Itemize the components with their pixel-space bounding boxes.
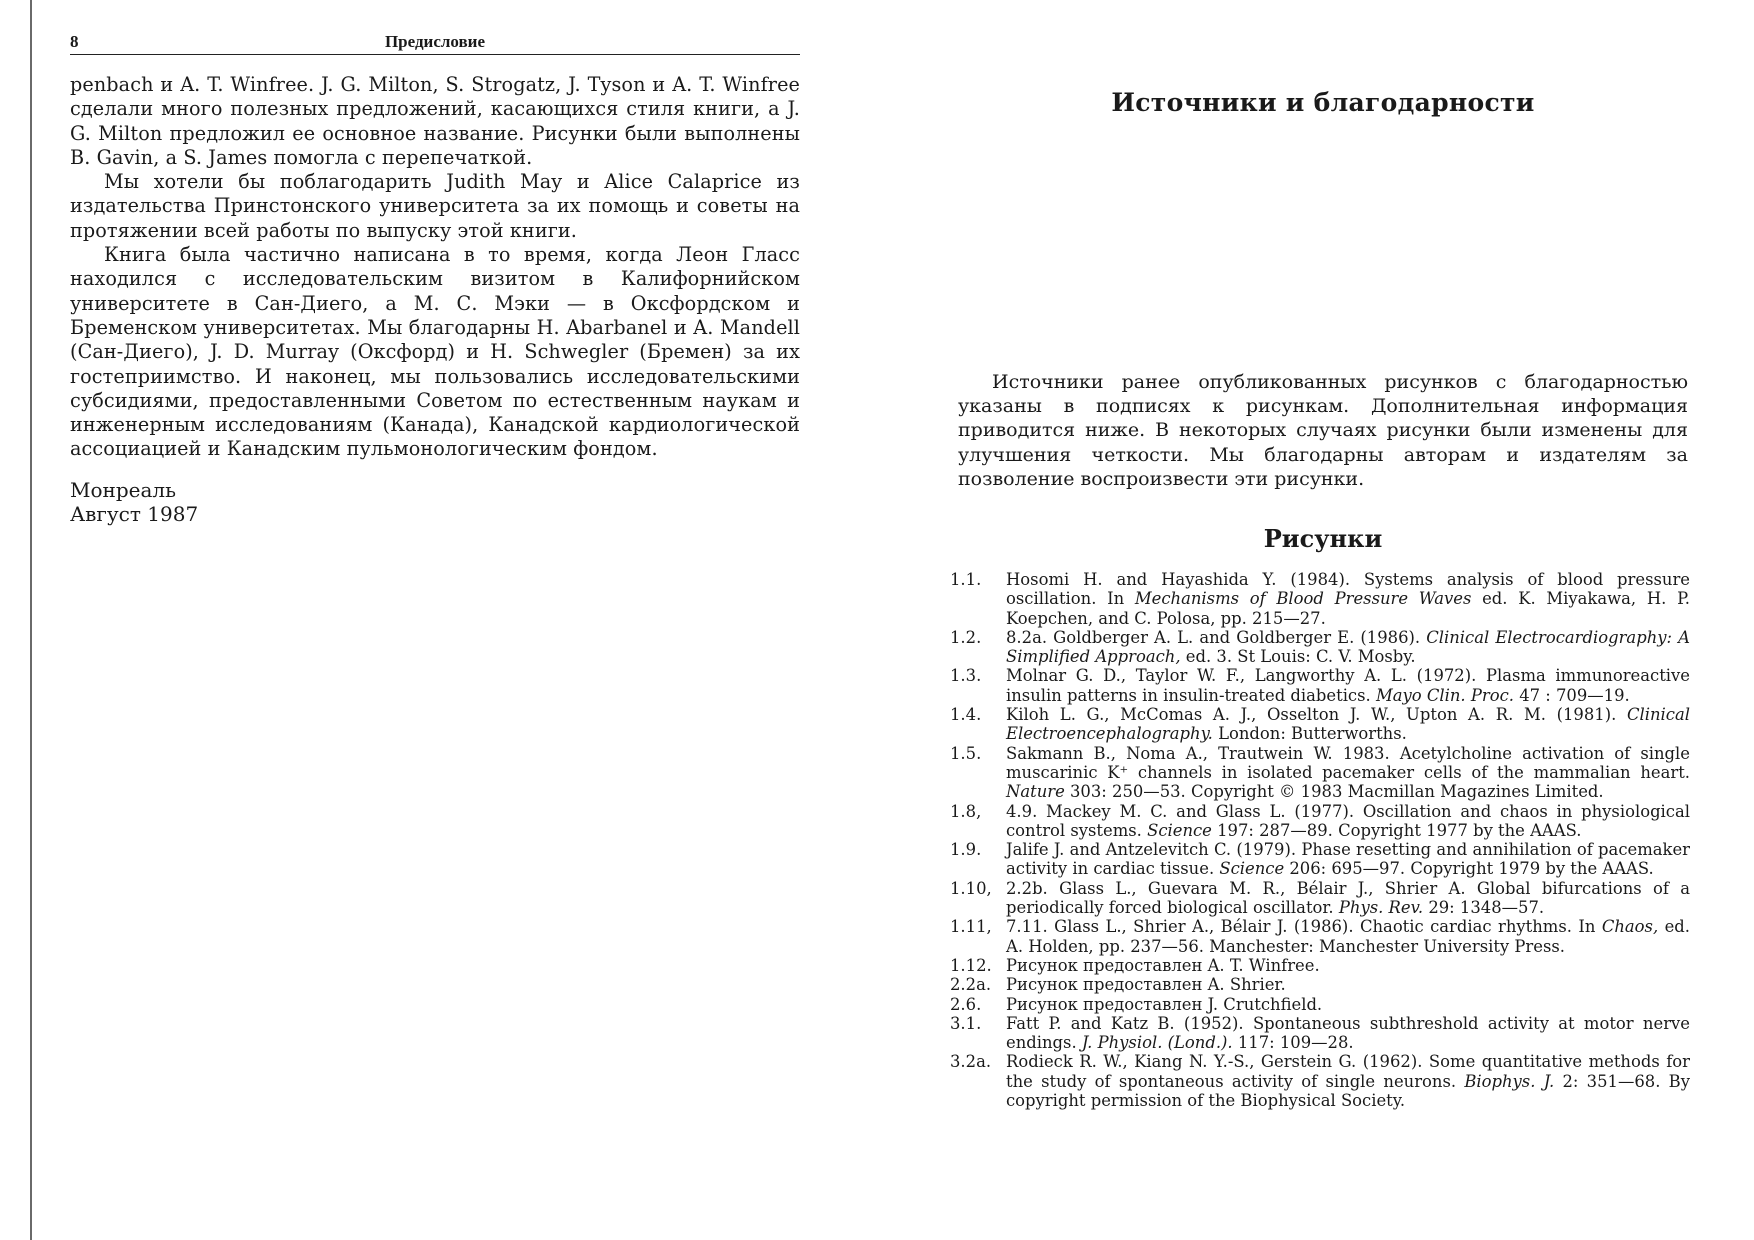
running-head: [70, 32, 800, 55]
reference-text: [1006, 840, 1690, 879]
reference-text-part: Hosomi H. and Hayashida Y. (1984). Systems analysis of blood pressure oscillation. In: [1006, 570, 1690, 609]
reference-number: 1.10,: [950, 878, 992, 898]
preface-body: [70, 73, 800, 462]
reference-source-italic: Nature: [1006, 782, 1065, 802]
reference-number: 3.2a.: [950, 1052, 992, 1072]
page-number: 8: [70, 32, 79, 51]
reference-text-part: 47 : 709—19.: [1513, 685, 1630, 705]
reference-text: [1006, 570, 1690, 628]
reference-source-italic: Science: [1219, 859, 1285, 879]
reference-text: [1006, 879, 1690, 918]
reference-text: [1006, 956, 1690, 975]
reference-number: 1.12.: [950, 955, 992, 975]
reference-number: 2.6.: [950, 994, 982, 1014]
reference-source-italic: Science: [1147, 820, 1212, 840]
reference-number: 1.9.: [950, 840, 982, 860]
reference-item: [950, 975, 1690, 994]
reference-text-part: 197: 287—89. Copyright 1977 by the AAAS.: [1211, 820, 1582, 840]
reference-text-part: ed. A. Holden, pp. 237—56. Manchester: Manchester University Press.: [1006, 917, 1690, 956]
reference-text-part: Рисунок предоставлен A. T. Winfree.: [1006, 955, 1320, 975]
reference-number: 1.11,: [950, 917, 992, 937]
reference-source-italic: Biophys. J.: [1464, 1071, 1555, 1091]
reference-source-italic: J. Physiol. (Lond.).: [1081, 1033, 1233, 1053]
reference-number: 1.5.: [950, 743, 982, 763]
reference-text: [1006, 995, 1690, 1014]
reference-text: [1006, 1052, 1690, 1110]
figures-heading: Рисунки: [1263, 524, 1383, 553]
signoff: [70, 478, 800, 526]
reference-item: [950, 666, 1690, 705]
reference-item: [950, 840, 1690, 879]
reference-number: 1.2.: [950, 627, 982, 647]
reference-item: [950, 570, 1690, 628]
reference-text-part: Рисунок предоставлен J. Crutchfield.: [1006, 994, 1323, 1014]
reference-item: [950, 956, 1690, 975]
reference-list: [950, 570, 1690, 1110]
paragraph: Мы хотели бы поблагодарить Judith May и Alice Calaprice из издательства Принстонского университета за их помощь и советы на протяжении всей работы по выпуску этой книги.: [70, 170, 800, 242]
reference-text-part: 2: 351—68. By copyright permission of the Biophysical Society.: [1006, 1071, 1690, 1111]
right-page: [950, 0, 1690, 1240]
reference-text-part: 2.2b. Glass L., Guevara M. R., Bélair J., Shrier A. Global bifurcations of a periodically forced biological oscillator.: [1006, 878, 1690, 918]
reference-text-part: 29: 1348—57.: [1423, 898, 1545, 918]
signoff-date: Август 1987: [70, 501, 199, 526]
reference-text-part: Fatt P. and Katz B. (1952). Spontaneous subthreshold activity at motor nerve endings.: [1006, 1013, 1690, 1053]
reference-number: 1.8,: [950, 801, 982, 821]
reference-text: [1006, 705, 1690, 744]
intro-paragraph: Источники ранее опубликованных рисунков с благодарностью указаны в подписях к рисункам. Дополнительная информация приводится ниже. В некоторых случаях рисунки были изменены для улучшения четкости. Мы благодарны авторам и издателям за позволение воспроизвести эти рисунки.: [958, 371, 1688, 490]
reference-text-part: ed. K. Miyakawa, H. P. Koepchen, and C. Polosa, pp. 215—27.: [1006, 589, 1690, 628]
reference-number: 3.1.: [950, 1013, 982, 1033]
paragraph: Книга была частично написана в то время, когда Леон Гласс находился с исследовательским визитом в Калифорнийском университете в Сан-Диего, а М. С. Мэки — в Оксфордском и Бременском университетах. Мы благодарны H. Abarbanel и A. Mandell (Сан-Диего), J. D. Murray (Оксфорд) и H. Schwegler (Бремен) за их гостеприимство. И наконец, мы пользовались исследовательскими субсидиями, предоставленными Советом по естественным наукам и инженерным исследованиям (Канада), Канадской кардиологической ассоциацией и Канадским пульмонологическим фондом.: [70, 243, 800, 461]
reference-item: [950, 995, 1690, 1014]
signoff-place: Монреаль: [70, 477, 177, 502]
reference-text-part: Kiloh L. G., McComas A. J., Osselton J. W., Upton A. R. M. (1981).: [1006, 705, 1627, 725]
reference-number: 1.3.: [950, 666, 982, 686]
reference-item: [950, 1052, 1690, 1110]
reference-number: 1.1.: [950, 570, 982, 589]
reference-text: [1006, 917, 1690, 956]
running-head-title: Предисловие: [384, 32, 486, 51]
reference-source-italic: Clinical Electrocardiography: A Simplified Approach,: [1006, 627, 1690, 667]
reference-text-part: Jalife J. and Antzelevitch C. (1979). Phase resetting and annihilation of pacemaker activity in cardiac tissue.: [1006, 840, 1690, 879]
reference-text-part: 206: 695—97. Copyright 1979 by the AAAS.: [1284, 859, 1654, 879]
paragraph: penbach и A. T. Winfree. J. G. Milton, S. Strogatz, J. Tyson и A. T. Winfree сделали много полезных предложений, касающихся стиля книги, а J. G. Milton предложил ее основное название. Рисунки были выполнены B. Gavin, а S. James помогла с перепечаткой.: [70, 73, 800, 169]
reference-text: [1006, 802, 1690, 841]
reference-text-part: 4.9. Mackey M. C. and Glass L. (1977). Oscillation and chaos in physiological control systems.: [1006, 801, 1690, 840]
reference-text-part: London: Butterworths.: [1212, 724, 1407, 744]
reference-text-part: 8.2a. Goldberger A. L. and Goldberger E. (1986).: [1006, 627, 1427, 647]
reference-text-part: 303: 250—53. Copyright © 1983 Macmillan Magazines Limited.: [1064, 782, 1604, 802]
reference-text-part: Molnar G. D., Taylor W. F., Langworthy A. L. (1972). Plasma immunoreactive insulin patterns in insulin-treated diabetics.: [1006, 666, 1690, 705]
reference-item: [950, 917, 1690, 956]
reference-text-part: 117: 109—28.: [1232, 1033, 1354, 1053]
reference-text: [1006, 975, 1690, 994]
page-edge: [30, 0, 32, 1240]
reference-text: [1006, 666, 1690, 705]
reference-source-italic: Mechanisms of Blood Pressure Waves: [1134, 589, 1472, 609]
reference-source-italic: Mayo Clin. Proc.: [1375, 685, 1514, 705]
reference-text: [1006, 628, 1690, 667]
reference-item: [950, 802, 1690, 841]
chapter-title: Источники и благодарности: [1111, 88, 1535, 117]
reference-text: [1006, 1014, 1690, 1053]
reference-text-part: Rodieck R. W., Kiang N. Y.-S., Gerstein G. (1962). Some quantitative methods for the study of spontaneous activity of single neurons.: [1006, 1052, 1690, 1091]
reference-source-italic: Phys. Rev.: [1338, 898, 1424, 918]
reference-number: 2.2a.: [950, 975, 992, 995]
reference-text-part: Рисунок предоставлен A. Shrier.: [1006, 975, 1286, 995]
reference-item: [950, 628, 1690, 667]
reference-number: 1.4.: [950, 705, 982, 725]
reference-source-italic: Chaos,: [1601, 917, 1659, 937]
reference-text-part: ed. 3. St Louis: C. V. Mosby.: [1180, 647, 1416, 667]
reference-item: [950, 879, 1690, 918]
reference-item: [950, 744, 1690, 802]
reference-text: [1006, 744, 1690, 802]
reference-item: [950, 1014, 1690, 1053]
reference-text-part: Sakmann B., Noma A., Trautwein W. 1983. Acetylcholine activation of single muscarinic K⁺ channels in isolated pacemaker cells of the mammalian heart.: [1006, 743, 1690, 782]
reference-item: [950, 705, 1690, 744]
reference-source-italic: Clinical Electroencephalography.: [1006, 705, 1690, 744]
reference-text-part: 7.11. Glass L., Shrier A., Bélair J. (1986). Chaotic cardiac rhythms. In: [1006, 917, 1602, 937]
left-page: [70, 32, 800, 526]
